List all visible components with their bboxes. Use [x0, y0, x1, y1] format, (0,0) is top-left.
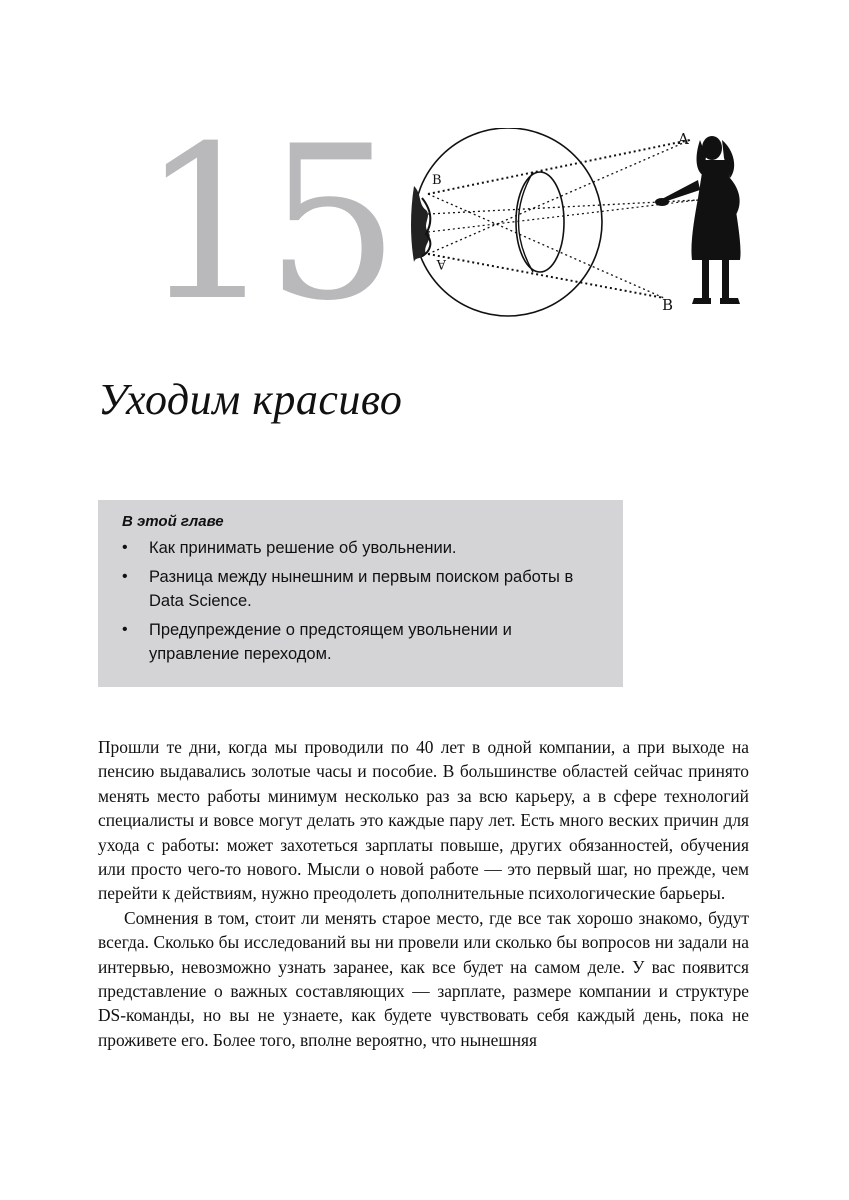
paragraph: Сомнения в том, стоит ли менять старое место, где все так хорошо знакомо, будут всегда. Сколько бы исследований вы ни провели или сколько бы вопросов ни задали на интервью, невозможно узнать заранее, как все будет на самом деле. У вас появится представление о важных составляющих — зарплате, размере компании и структуре DS-команды, но вы не узнаете, как будете чувствовать себя каждый день, пока не проживете его. Более того, вполне вероятно, что нынешняя [98, 907, 749, 1050]
chapter-title: Уходим красиво [98, 375, 403, 424]
summary-item [122, 536, 597, 560]
summary-item [122, 618, 597, 666]
paragraph: Прошли те дни, когда мы проводили по 40 лет в одной компании, а при выходе на пенсию выдавались золотые часы и пособие. В большинстве областей сейчас принято менять место работы минимум несколько раз за всю карьеру, а в сфере технологий специалисты и вовсе могут делать это каждые пару лет. Есть много веских причин для ухода с работы: может захотеться зарплаты повыше, других обязанностей, обучения или просто чего-то нового. Мысли о новой работе — это первый шаг, но прежде, чем перейти к действиям, нужно преодолеть дополнительные психологические барьеры. [98, 737, 749, 904]
chapter-number: 15 [140, 100, 390, 347]
bullet-icon: • [122, 539, 128, 556]
eye-optics-engraving [408, 128, 758, 318]
label-a-top: A [678, 130, 689, 148]
chapter-summary-box [98, 500, 623, 687]
summary-item-text: Разница между нынешним и первым поиском работы в Data Science. [149, 568, 574, 610]
eye-optics-drawing [408, 128, 758, 318]
label-b-bottom: B [662, 296, 674, 314]
man-figure [655, 136, 741, 304]
summary-heading: В этой главе [122, 513, 224, 530]
summary-item [122, 565, 597, 613]
bullet-icon: • [122, 621, 128, 638]
summary-list [122, 536, 597, 666]
summary-item-text: Предупреждение о предстоящем увольнении и управление переходом. [149, 621, 512, 663]
body-text [98, 735, 749, 1052]
label-a-eye: A [436, 256, 446, 271]
bullet-icon: • [122, 568, 128, 585]
summary-item-text: Как принимать решение об увольнении. [149, 539, 457, 557]
label-b-eye: B [432, 173, 442, 188]
